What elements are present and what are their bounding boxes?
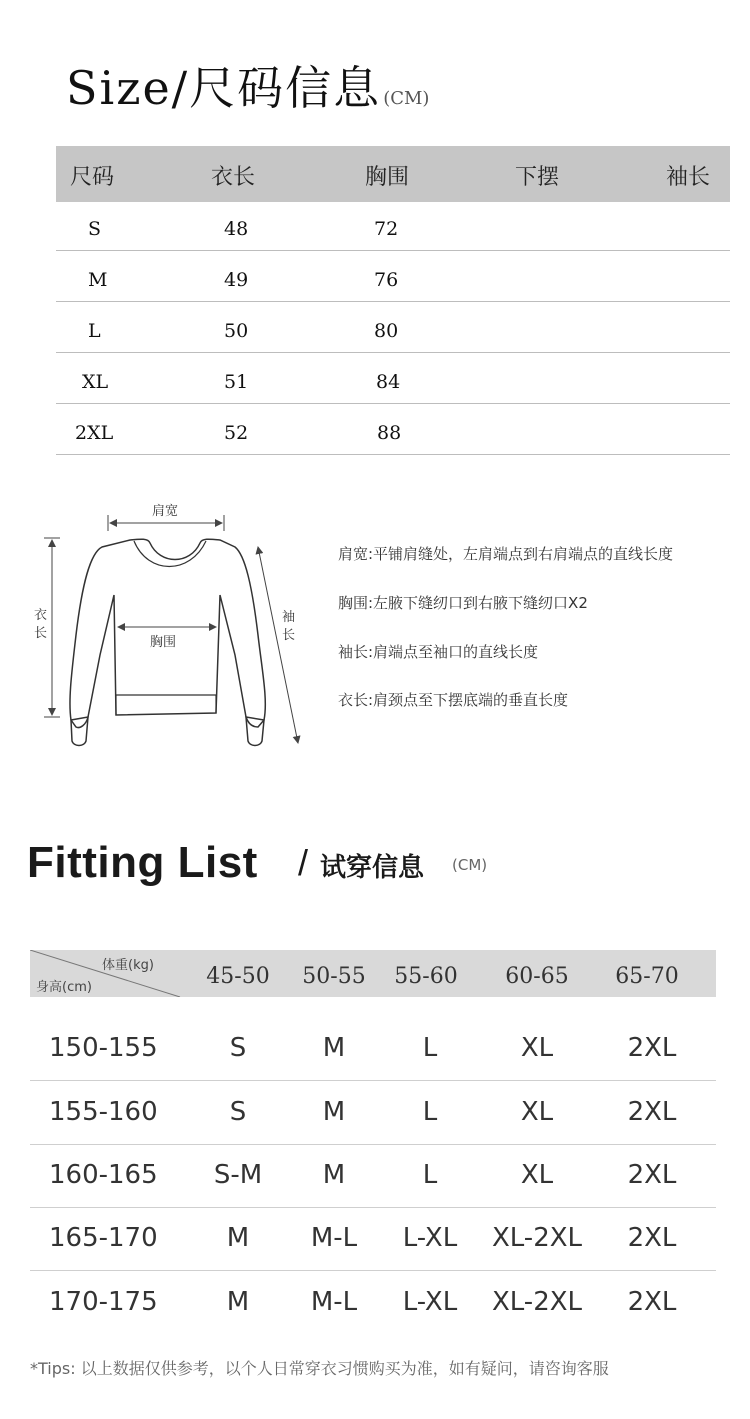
size-cell: M [322, 1097, 346, 1127]
size-header-size: 尺码 [70, 165, 115, 190]
size-cell: L-XL [402, 1287, 458, 1317]
size-header-sleeve: 袖长 [666, 165, 711, 190]
fitting-title-cn: 试穿信息 [320, 853, 425, 883]
height-cell: 150-155 [49, 1033, 158, 1063]
chest-cell: 80 [374, 320, 399, 342]
height-cell: 170-175 [49, 1287, 158, 1317]
fitting-unit: (CM) [452, 856, 488, 874]
sleeve-label: 袖长 [282, 610, 296, 643]
size-cell: XL [520, 1033, 554, 1063]
size-cell: L [422, 1160, 438, 1190]
size-cell: L-XL [402, 1223, 458, 1253]
fitting-row [30, 1271, 716, 1334]
length-cell: 52 [224, 422, 249, 444]
fitting-row [30, 1017, 716, 1081]
size-row [56, 200, 730, 251]
fitting-table-header [30, 950, 716, 997]
measure-note: 胸围:左腋下缝纫口到右腋下缝纫口X2 [338, 594, 588, 612]
size-cell: 2XL [627, 1223, 677, 1253]
length-cell: 48 [224, 218, 249, 240]
fitting-row [30, 1207, 716, 1271]
size-cell: 2XL [627, 1033, 677, 1063]
size-cell: M-L [310, 1287, 358, 1317]
size-row [56, 251, 730, 302]
size-cell: L [422, 1097, 438, 1127]
measure-note: 肩宽:平铺肩缝处，左肩端点到右肩端点的直线长度 [338, 545, 674, 563]
size-cell: M [88, 269, 108, 291]
size-cell: M [226, 1223, 250, 1253]
size-title-text: Size/尺码信息 [66, 61, 382, 115]
fitting-title: Fitting List [27, 838, 258, 887]
length-cell: 51 [224, 371, 249, 393]
height-cell: 155-160 [49, 1097, 158, 1127]
weight-col-header: 65-70 [615, 964, 679, 989]
length-label: 衣长 [34, 608, 48, 641]
weight-corner-label: 体重(kg) [102, 958, 154, 973]
measure-note: 袖长:肩端点至袖口的直线长度 [338, 643, 539, 661]
fitting-row [30, 1081, 716, 1145]
size-table-header [56, 146, 730, 202]
tips-text: *Tips: 以上数据仅供参考，以个人日常穿衣习惯购买为准，如有疑问，请咨询客服 [30, 1359, 609, 1378]
size-cell: 2XL [627, 1097, 677, 1127]
height-cell: 165-170 [49, 1223, 158, 1253]
fitting-slash: / [298, 842, 309, 883]
weight-col-header: 55-60 [394, 964, 458, 989]
size-cell: S-M [213, 1160, 263, 1190]
height-corner-label: 身高(cm) [36, 980, 92, 995]
chest-cell: 72 [374, 218, 399, 240]
measurement-diagram [30, 495, 320, 760]
fitting-row [30, 1144, 716, 1208]
chest-cell: 84 [376, 371, 401, 393]
size-cell: M [322, 1160, 346, 1190]
size-cell: L [422, 1033, 438, 1063]
length-cell: 49 [224, 269, 249, 291]
size-cell: L [88, 320, 101, 342]
size-cell: 2XL [627, 1160, 677, 1190]
sweatshirt-outline-icon [30, 495, 320, 760]
size-cell: XL [82, 371, 109, 393]
size-title [66, 52, 429, 118]
weight-col-header: 45-50 [206, 964, 270, 989]
size-cell: S [229, 1033, 247, 1063]
length-cell: 50 [224, 320, 249, 342]
size-header-chest: 胸围 [365, 165, 410, 190]
size-cell: XL [520, 1160, 554, 1190]
size-cell: XL-2XL [491, 1287, 583, 1317]
size-unit: (CM) [383, 88, 430, 109]
size-cell: S [88, 218, 102, 240]
height-cell: 160-165 [49, 1160, 158, 1190]
size-header-hem: 下摆 [515, 165, 560, 190]
chest-cell: 76 [374, 269, 399, 291]
measure-note: 衣长:肩颈点至下摆底端的垂直长度 [338, 691, 569, 709]
size-cell: 2XL [627, 1287, 677, 1317]
size-row [56, 404, 730, 455]
size-cell: S [229, 1097, 247, 1127]
size-cell: M [322, 1033, 346, 1063]
weight-col-header: 60-65 [505, 964, 569, 989]
size-row [56, 353, 730, 404]
size-row [56, 302, 730, 353]
weight-col-header: 50-55 [302, 964, 366, 989]
chest-label: 胸围 [150, 635, 177, 650]
size-cell: M-L [310, 1223, 358, 1253]
size-cell: 2XL [75, 422, 114, 444]
size-cell: XL-2XL [491, 1223, 583, 1253]
chest-cell: 88 [377, 422, 402, 444]
size-cell: XL [520, 1097, 554, 1127]
shoulder-label: 肩宽 [152, 504, 179, 519]
size-cell: M [226, 1287, 250, 1317]
size-header-length: 衣长 [211, 165, 256, 190]
